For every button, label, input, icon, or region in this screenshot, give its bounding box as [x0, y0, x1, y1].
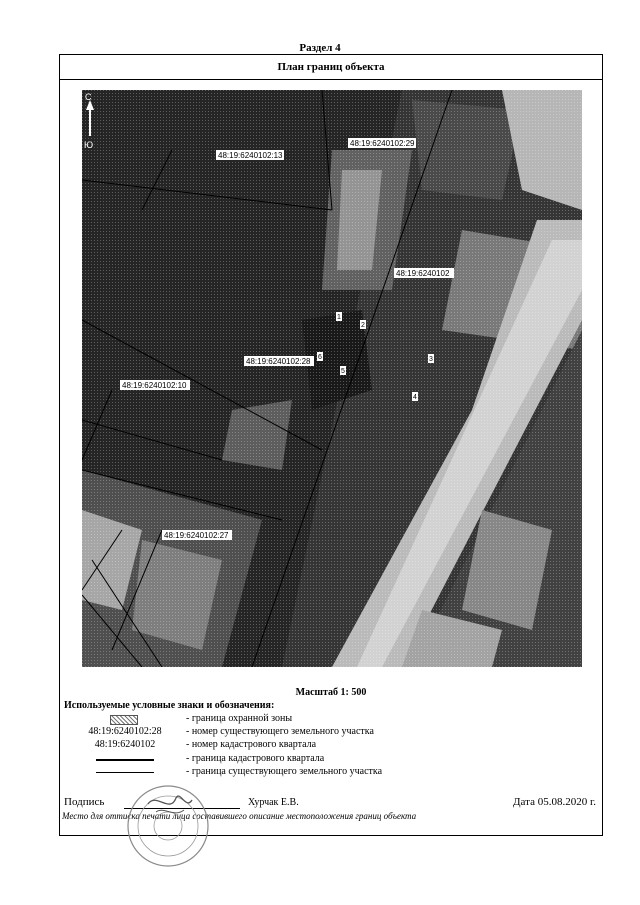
point-label: 2 — [361, 322, 365, 329]
legend-text: - граница кадастрового квартала — [186, 753, 325, 764]
point-label: 1 — [337, 314, 341, 321]
map-scale: Масштаб 1: 500 — [295, 687, 367, 698]
legend-symbol: 48:19:6240102:28 — [88, 726, 162, 737]
compass-south: Ю — [84, 140, 94, 150]
legend-item — [60, 766, 600, 779]
parcel-label: 48:19:6240102:10 — [122, 381, 187, 390]
parcel-boundary-line-icon — [96, 772, 154, 773]
stamp-note: Место для оттиска печати лица составившего описание местоположения границ объекта — [62, 811, 417, 821]
section-title: Раздел 4 — [299, 42, 341, 54]
quarter-label: 48:19:6240102 — [396, 269, 450, 278]
plan-frame — [59, 54, 603, 836]
legend-item — [60, 726, 600, 739]
point-label: 4 — [413, 394, 417, 401]
quarter-boundary-line-icon — [96, 759, 154, 761]
parcel-label: 48:19:6240102:13 — [218, 151, 283, 160]
legend-item — [60, 753, 600, 766]
legend-text: - граница существующего земельного участка — [186, 766, 383, 777]
satellite-map — [82, 90, 582, 667]
legend-text: - номер кадастрового квартала — [186, 739, 317, 750]
parcel-label: 48:19:6240102:29 — [350, 139, 415, 148]
seal-stamp-icon — [126, 784, 210, 868]
signature-label: Подпись — [64, 796, 105, 808]
point-label: 6 — [318, 354, 322, 361]
signer-name: Хурчак Е.В. — [248, 797, 299, 808]
legend-text: - номер существующего земельного участка — [186, 726, 374, 737]
parcel-label: 48:19:6240102:28 — [246, 357, 311, 366]
plan-title: План границ объекта — [60, 55, 602, 80]
point-label: 5 — [341, 368, 345, 375]
legend-item — [60, 713, 600, 726]
legend-item — [60, 739, 600, 752]
signature-date: Дата 05.08.2020 г. — [513, 796, 596, 808]
point-label: 3 — [429, 356, 433, 363]
protection-zone-symbol-icon — [110, 715, 138, 725]
legend-text: - граница охранной зоны — [186, 713, 293, 724]
legend-title: Используемые условные знаки и обозначения: — [64, 700, 275, 711]
parcel-label: 48:19:6240102:27 — [164, 531, 229, 540]
legend-symbol: 48:19:6240102 — [94, 739, 156, 750]
compass-north: С — [85, 92, 92, 102]
